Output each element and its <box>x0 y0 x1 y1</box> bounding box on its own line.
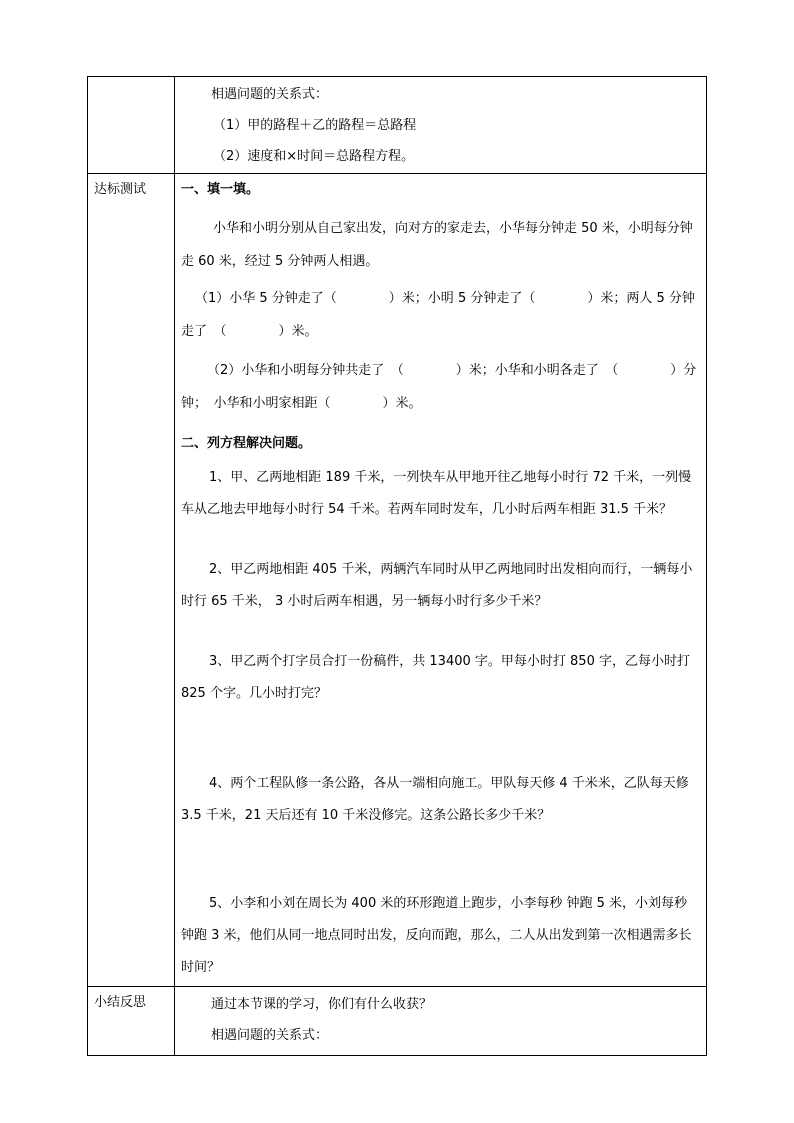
summary-line-1: 通过本节课的学习，你们有什么收获？ <box>211 997 433 1012</box>
test-row <box>88 174 707 987</box>
equation-question-5: 5、小李和小刘在周长为 400 米的环形跑道上跑步，小李每秒 钟跑 5 米，小刘每秒钟跑 3 米，他们从同一地点同时出发，反向而跑，那么，二人从出发到第一次相遇需多长时间？ <box>181 896 692 975</box>
equation-question-4: 4、两个工程队修一条公路，各从一端相向施工。甲队每天修 4 千米米，乙队每天修 3.5 千米，21 天后还有 10 千米没修完。这条公路长多少千米？ <box>181 776 689 823</box>
summary-row <box>88 987 707 1056</box>
summary-row-content <box>175 987 707 1056</box>
relation-row-label <box>88 77 175 174</box>
section-fill-title: 一、填一填。 <box>181 182 260 197</box>
relation-row-content <box>175 77 707 174</box>
relation-row <box>88 77 707 174</box>
relation-formula-1: （1）甲的路程＋乙的路程＝总路程 <box>213 118 417 133</box>
equation-question-2: 2、甲乙两地相距 405 千米，两辆汽车同时从甲乙两地同时出发相向而行，一辆每小时行 65 千米， 3 小时后两车相遇，另一辆每小时行多少千米？ <box>181 562 693 609</box>
lesson-table <box>87 76 707 1056</box>
equation-question-3: 3、甲乙两个打字员合打一份稿件，共 13400 字。甲每小时打 850 字，乙每小时打 825 个字。几小时打完？ <box>181 654 690 701</box>
equation-question-1: 1、甲、乙两地相距 189 千米，一列快车从甲地开往乙地每小时行 72 千米，一列慢车从乙地去甲地每小时行 54 千米。若两车同时发车，几小时后两车相距 31.5 千米？ <box>181 470 692 517</box>
test-row-content <box>175 174 707 987</box>
summary-line-2: 相遇问题的关系式： <box>211 1028 329 1043</box>
summary-row-label: 小结反思 <box>88 987 175 1056</box>
fill-intro: 小华和小明分别从自己家出发，向对方的家走去，小华每分钟走 50 米，小明每分钟走 60 米，经过 5 分钟两人相遇。 <box>181 221 693 269</box>
section-equation-title: 二、列方程解决问题。 <box>181 436 312 451</box>
relation-heading: 相遇问题的关系式： <box>211 87 329 102</box>
relation-formula-2: （2）速度和×时间＝总路程方程。 <box>213 149 415 164</box>
fill-question-1: （1）小华 5 分钟走了（ ）米；小明 5 分钟走了（ ）米；两人 5 分钟走了 （ ）米。 <box>181 291 695 339</box>
fill-question-2: （2）小华和小明每分钟共走了 （ ）米；小华和小明各走了 （ ）分钟； 小华和小明家相距（ ）米。 <box>181 363 697 411</box>
test-row-label: 达标测试 <box>88 174 175 987</box>
